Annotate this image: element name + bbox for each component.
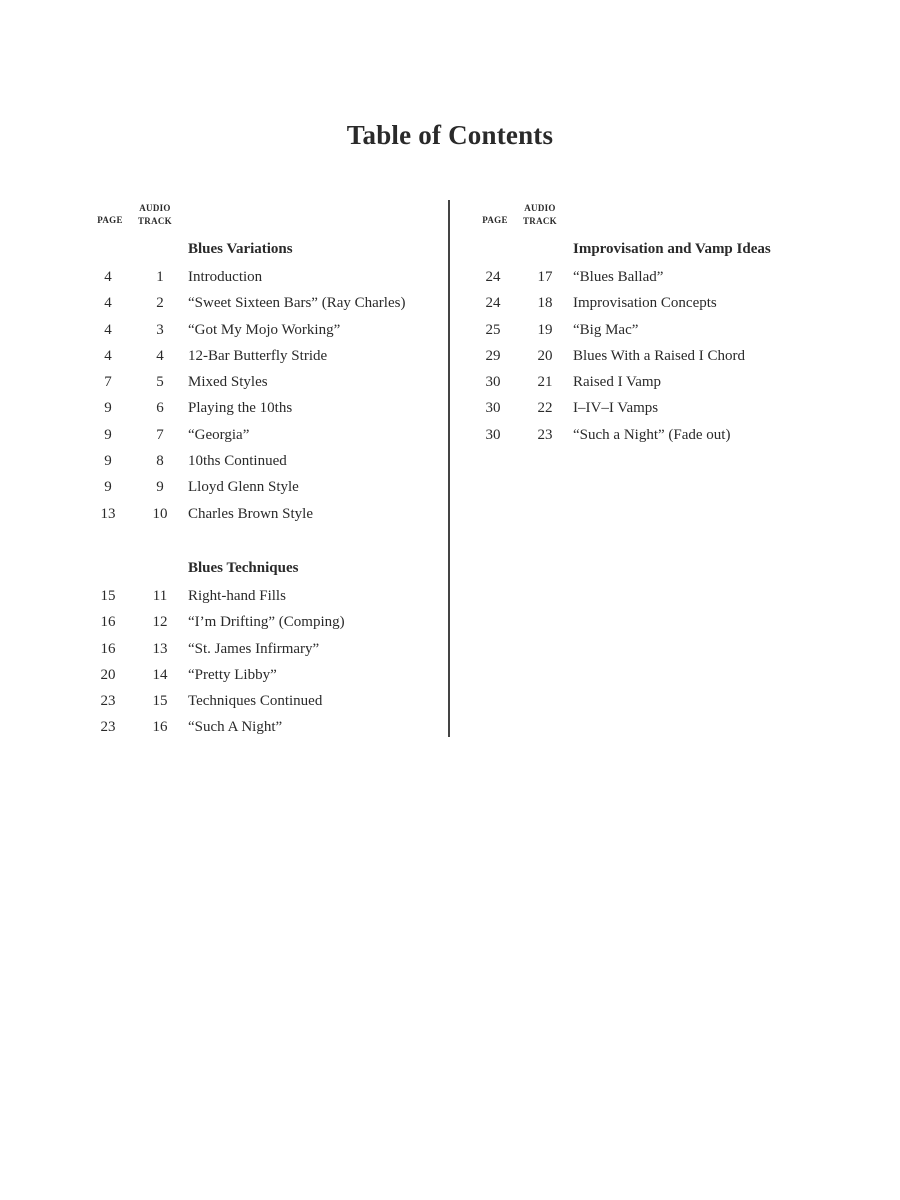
entry-title: Mixed Styles <box>188 374 268 391</box>
entry-page-number: 16 <box>100 640 116 657</box>
entry-page-number: 13 <box>100 505 116 522</box>
toc-entry <box>70 422 440 448</box>
toc-entry <box>70 317 440 343</box>
entry-title: 10ths Continued <box>188 453 287 470</box>
entry-track-number: 22 <box>537 400 553 417</box>
entry-page-number: 30 <box>485 400 501 417</box>
entry-page-number: 30 <box>485 426 501 443</box>
entry-track-number: 7 <box>156 426 164 443</box>
toc-entry <box>70 369 440 395</box>
entry-page-number: 30 <box>485 374 501 391</box>
entry-page-number: 9 <box>104 426 112 443</box>
entry-track-number: 3 <box>156 321 164 338</box>
entry-track-number: 20 <box>537 347 553 364</box>
entry-title: Lloyd Glenn Style <box>188 479 299 496</box>
toc-section-right <box>455 234 855 448</box>
toc-entry <box>70 583 440 609</box>
toc-entry <box>455 395 855 421</box>
page-title: Table of Contents <box>346 120 554 150</box>
entry-track-number: 18 <box>537 295 553 312</box>
toc-entry <box>455 422 855 448</box>
toc-entry <box>455 264 855 290</box>
entry-title: “Sweet Sixteen Bars” (Ray Charles) <box>188 295 406 312</box>
entry-track-number: 12 <box>152 614 168 631</box>
entry-title: 12-Bar Butterfly Stride <box>188 347 328 364</box>
entry-title: Blues With a Raised I Chord <box>573 347 746 364</box>
section-heading: Blues Techniques <box>188 559 299 576</box>
entry-track-number: 6 <box>156 400 164 417</box>
entry-title: Raised I Vamp <box>573 374 662 391</box>
entry-page-number: 9 <box>104 453 112 470</box>
section-heading: Improvisation and Vamp Ideas <box>573 241 771 257</box>
entry-page-number: 23 <box>100 719 116 736</box>
entry-title: Playing the 10ths <box>188 400 293 417</box>
entry-page-number: 4 <box>104 321 112 338</box>
toc-entry <box>70 662 440 688</box>
entry-track-number: 9 <box>156 479 164 496</box>
column-header <box>70 200 440 234</box>
entry-title: Techniques Continued <box>188 693 323 710</box>
entry-track-number: 21 <box>537 374 553 391</box>
entry-track-number: 4 <box>156 347 164 364</box>
entry-page-number: 7 <box>104 374 112 391</box>
entry-title: Introduction <box>188 269 263 285</box>
entry-track-number: 19 <box>537 321 553 338</box>
entry-title: “Georgia” <box>188 426 250 443</box>
entry-title: Right-hand Fills <box>188 587 286 604</box>
entry-title: “Pretty Libby” <box>188 666 277 683</box>
entry-page-number: 4 <box>104 347 112 364</box>
entry-track-number: 10 <box>152 505 168 522</box>
entry-track-number: 23 <box>537 426 553 443</box>
page-header-label: PAGE <box>97 215 123 225</box>
toc-entry <box>70 264 440 290</box>
toc-entry <box>70 474 440 500</box>
entry-page-number: 20 <box>100 666 116 683</box>
entry-track-number: 11 <box>152 587 168 604</box>
toc-column-left <box>70 200 440 741</box>
audio-track-header-label: AUDIO TRACK <box>137 203 172 226</box>
toc-column-right <box>455 200 855 448</box>
entry-track-number: 2 <box>156 295 164 312</box>
toc-entry <box>455 343 855 369</box>
column-header <box>455 200 855 234</box>
toc-entry <box>70 609 440 635</box>
entry-page-number: 24 <box>485 269 501 285</box>
entry-track-number: 1 <box>156 269 164 285</box>
entry-page-number: 24 <box>485 295 501 312</box>
entry-track-number: 17 <box>537 269 553 285</box>
toc-entry <box>70 636 440 662</box>
toc-entry <box>455 369 855 395</box>
page-header-label: PAGE <box>482 215 508 225</box>
entry-page-number: 9 <box>104 479 112 496</box>
section-spacer <box>70 527 440 553</box>
entry-title: “Blues Ballad” <box>573 269 664 285</box>
toc-section-left <box>70 234 440 741</box>
entry-title: “Such a Night” (Fade out) <box>573 426 731 443</box>
entry-page-number: 4 <box>104 269 112 285</box>
entry-page-number: 15 <box>100 587 116 604</box>
entry-page-number: 29 <box>485 347 501 364</box>
entry-track-number: 16 <box>152 719 168 736</box>
entry-page-number: 25 <box>485 321 501 338</box>
entry-title: “Big Mac” <box>573 321 639 338</box>
entry-page-number: 16 <box>100 614 116 631</box>
toc-entry <box>70 448 440 474</box>
toc-entry <box>70 501 440 527</box>
entry-page-number: 23 <box>100 693 116 710</box>
entry-title: Improvisation Concepts <box>573 295 717 312</box>
entry-track-number: 8 <box>156 453 164 470</box>
toc-entry <box>455 290 855 316</box>
entry-title: I–IV–I Vamps <box>573 400 659 417</box>
entry-title: “Such A Night” <box>188 719 283 736</box>
toc-entry <box>70 290 440 316</box>
column-divider <box>448 200 450 737</box>
entry-title: “I’m Drifting” (Comping) <box>188 614 345 631</box>
toc-entry <box>70 688 440 714</box>
entry-track-number: 14 <box>152 666 168 683</box>
entry-page-number: 9 <box>104 400 112 417</box>
entry-title: “Got My Mojo Working” <box>188 321 341 338</box>
toc-entry <box>455 317 855 343</box>
entry-title: “St. James Infirmary” <box>188 640 320 657</box>
entry-title: Charles Brown Style <box>188 505 313 522</box>
toc-entry <box>70 714 440 740</box>
toc-entry <box>70 343 440 369</box>
toc-entry <box>70 395 440 421</box>
audio-track-header-label: AUDIO TRACK <box>522 203 557 226</box>
entry-page-number: 4 <box>104 295 112 312</box>
entry-track-number: 15 <box>152 693 168 710</box>
entry-track-number: 5 <box>156 374 164 391</box>
section-heading: Blues Variations <box>188 241 293 257</box>
entry-track-number: 13 <box>152 640 168 657</box>
